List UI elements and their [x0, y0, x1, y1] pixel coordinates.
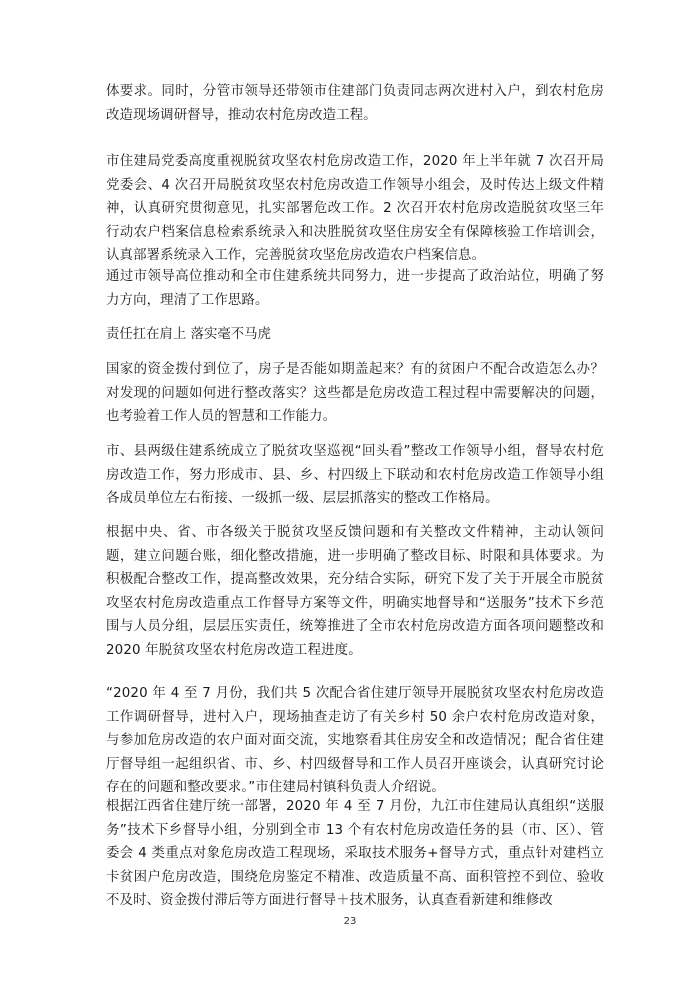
- paragraph-2: 市住建局党委高度重视脱贫攻坚农村危房改造工作，2020 年上半年就 7 次召开局党委会、4 次召开局脱贫攻坚农村危房改造工作领导小组会，及时传达上级文件精神，认真研究贯彻意见，扎实部署危改工作。2 次召开农村危房改造脱贫攻坚三年行动农户档案信息检索系统录入和决胜脱贫攻坚住房安全有保障核验工作培训会，认真部署系统录入工作，完善脱贫攻坚危房改造农户档案信息。: [106, 154, 604, 263]
- page-number: 23: [343, 916, 357, 927]
- paragraph-4: 国家的资金拨付到位了，房子是否能如期盖起来？有的贫困户不配合改造怎么办？对发现的问题如何进行整改落实？这些都是危房改造工程过程中需要解决的问题，也考验着工作人员的智慧和工作能力。: [106, 362, 604, 424]
- paragraph-5: 市、县两级住建系统成立了脱贫攻坚巡视“回头看”整改工作领导小组，督导农村危房改造工作，努力形成市、县、乡、村四级上下联动和农村危房改造工作领导小组各成员单位左右衔接、一级抓一级、层层抓落实的整改工作格局。: [106, 444, 604, 506]
- paragraph-6: 根据中央、省、市各级关于脱贫攻坚反馈问题和有关整改文件精神，主动认领问题，建立问题台账，细化整改措施，进一步明确了整改目标、时限和具体要求。为积极配合整改工作，提高整改效果，充分结合实际，研究下发了关于开展全市脱贫攻坚农村危房改造重点工作督导方案等文件，明确实地督导和“送服务”技术下乡范围与人员分组，层层压实责任，统筹推进了全市农村危房改造方面各项问题整改和 2020 年脱贫攻坚农村危房改造工程进度。: [106, 525, 604, 658]
- paragraph-1: 体要求。同时，分管市领导还带领市住建部门负责同志两次进村入户，到农村危房改造现场调研督导，推动农村危房改造工程。: [106, 84, 604, 123]
- section-heading: 责任扛在肩上 落实毫不马虎: [106, 327, 271, 342]
- paragraph-7: “2020 年 4 至 7 月份，我们共 5 次配合省住建厅领导开展脱贫攻坚农村危房改造工作调研督导，进村入户，现场抽查走访了有关乡村 50 余户农村危房改造对象，与参加危房改造的农户面对面交流，实地察看其住房安全和改造情况；配合省住建厅督导组一起组织省、市、乡、村四级督导和工作人员召开座谈会，认真研究讨论存在的问题和整改要求。”市住建局村镇科负责人介绍说。: [106, 686, 604, 795]
- paragraph-3: 通过市领导高位推动和全市住建系统共同努力，进一步提高了政治站位，明确了努力方向，理清了工作思路。: [106, 269, 604, 308]
- paragraph-8: 根据江西省住建厅统一部署，2020 年 4 至 7 月份，九江市住建局认真组织“送服务”技术下乡督导小组，分别到全市 13 个有农村危房改造任务的县（市、区）、管委会 4 类重点对象危房改造工程现场，采取技术服务+督导方式，重点针对建档立卡贫困户危房改造，围绕危房鉴定不精准、改造质量不高、面积管控不到位、验收不及时、资金拨付滞后等方面进行督导＋技术服务，认真查看新建和维修改: [106, 799, 604, 908]
